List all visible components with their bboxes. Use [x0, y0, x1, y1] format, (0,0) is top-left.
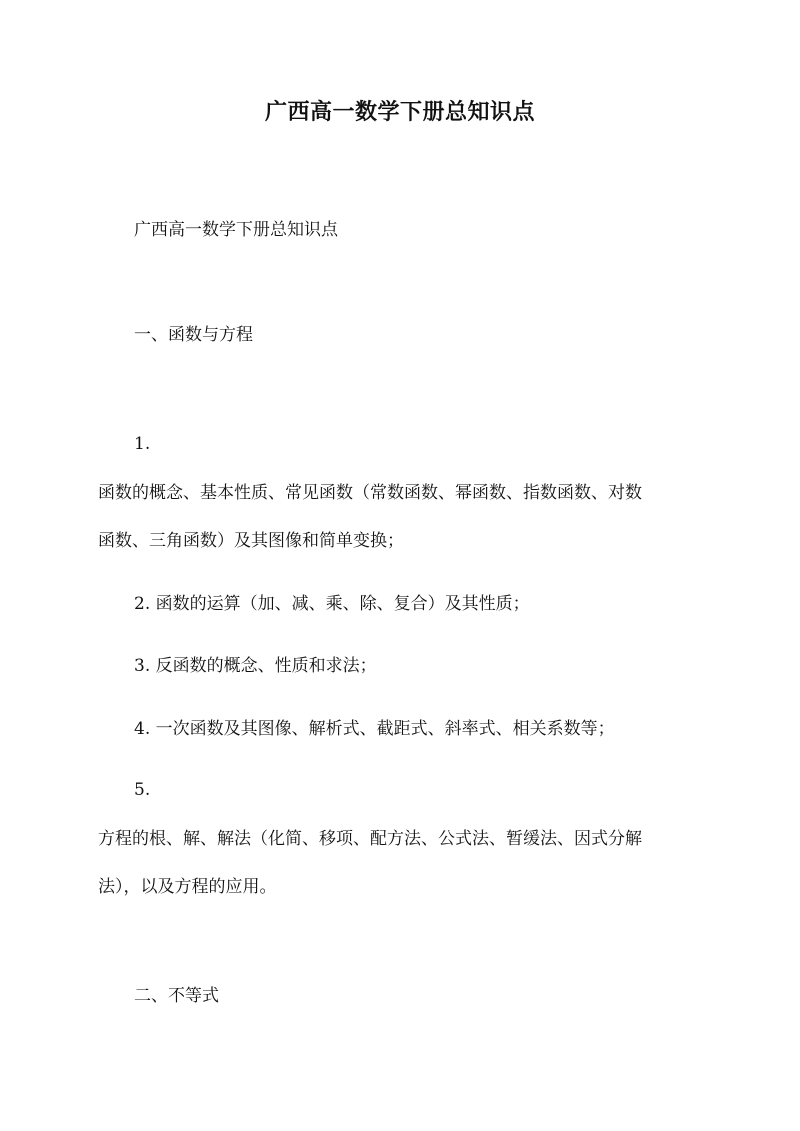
item-4-text: 4. 一次函数及其图像、解析式、截距式、斜率式、相关系数等； [134, 719, 615, 739]
item-5-number: 5. [134, 780, 151, 800]
document-subtitle: 广西高一数学下册总知识点 [134, 220, 338, 240]
item-5-text-line-1: 方程的根、解、解法（化简、移项、配方法、公式法、暂缓法、因式分解 [98, 829, 642, 849]
section-heading-functions-equations: 一、函数与方程 [134, 325, 253, 345]
section-heading-inequalities: 二、不等式 [134, 986, 219, 1006]
item-2-text: 2. 函数的运算（加、减、乘、除、复合）及其性质； [134, 594, 530, 614]
item-5-text-line-2: 法），以及方程的应用。 [98, 877, 277, 897]
item-1-text-line-1: 函数的概念、基本性质、常见函数（常数函数、幂函数、指数函数、对数 [98, 483, 642, 503]
item-1-number: 1. [134, 434, 151, 454]
item-1-text-line-2: 函数、三角函数）及其图像和简单变换； [98, 531, 404, 551]
item-3-text: 3. 反函数的概念、性质和求法； [134, 656, 377, 676]
document-title: 广西高一数学下册总知识点 [264, 99, 535, 125]
